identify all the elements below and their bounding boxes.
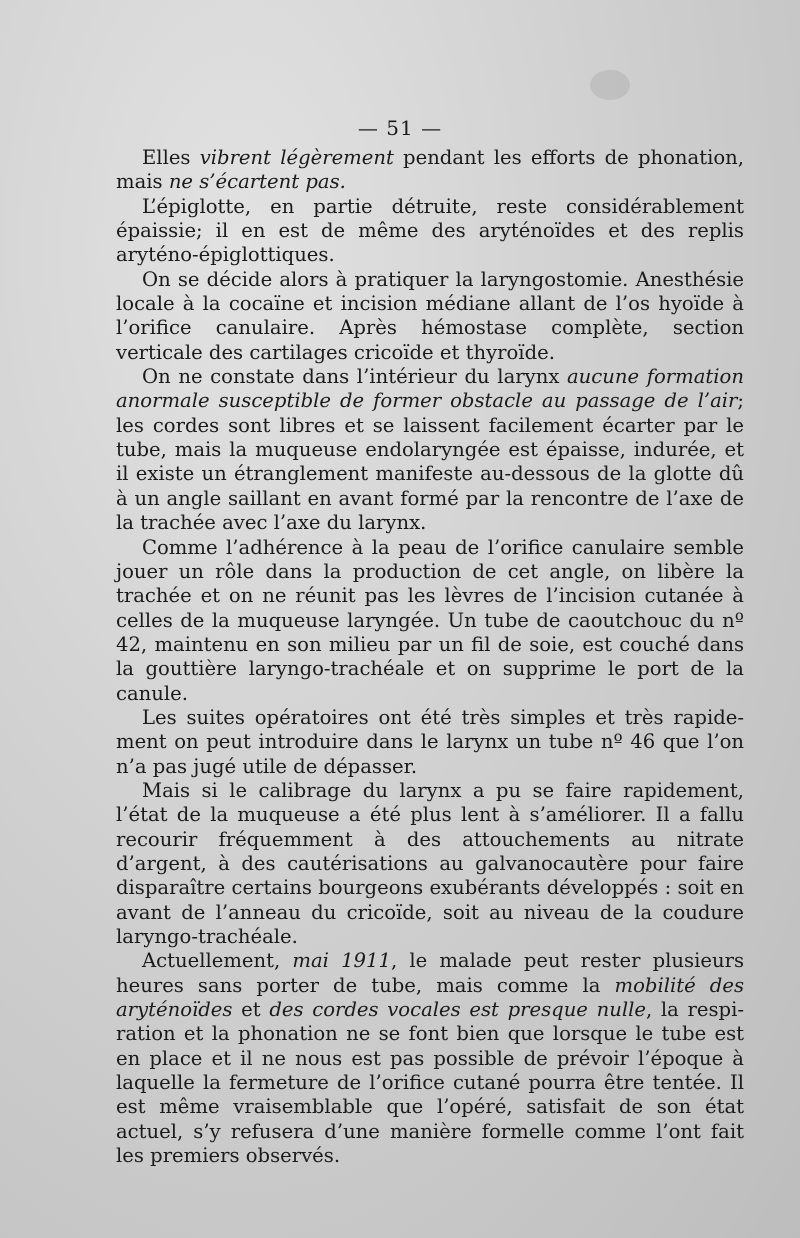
text-run: , le malade peut rester plusieurs heures sans porter de tube, mais comme la	[116, 949, 744, 997]
text-run: Elles	[142, 146, 200, 169]
text-run: , la respiration et la phonation ne se font bien que lorsque le tube est en place et il ne nous est pas possible de prévoir l’époque à laquelle la fermeture de l’orifice cutané pourra être tentée. Il est même vraisemblable que l’opéré, satisfait de son état actuel, s’y refusera d’une manière formelle comme l’ont fait les premiers observés.	[116, 998, 744, 1168]
paragraph	[116, 706, 744, 779]
paragraph	[116, 536, 744, 706]
paragraph	[116, 146, 744, 195]
text-run: Actuellement,	[142, 949, 293, 973]
italic-run: des cordes vocales est presque nulle	[269, 998, 646, 1022]
text-run: On se décide alors à pratiquer la laryngostomie. Anesthésie locale à la cocaïne et incision médiane allant de l’os hyoïde à l’orifice canulaire. Après hémostase complète, section verticale des cartilages cricoïde et thyroïde.	[116, 267, 744, 364]
text-run: L’épiglotte, en partie détruite, reste considérablement épaissie; il en est de même des aryténoïdes et des replis aryténo-épiglottiques.	[116, 194, 744, 267]
paragraph	[116, 779, 744, 949]
paragraph	[116, 365, 744, 535]
paper-stain	[590, 70, 630, 100]
paragraph	[116, 949, 744, 1168]
italic-run: ne s’écartent pas.	[168, 170, 346, 194]
text-run: ; les cordes sont libres et se laissent facilement écarter par le tube, mais la muqueuse endolaryngée est épaisse, indurée, et il existe un étranglement manifeste au-dessous de la glotte dû à un angle saillant en avant formé par la rencontre de l’axe de la trachée avec l’axe du larynx.	[116, 389, 744, 535]
italic-run: aucune formation anormale susceptible de former obstacle au passage de l’air	[116, 365, 744, 413]
paragraph	[116, 195, 744, 268]
italic-run: mobilité des aryténoïdes	[116, 973, 744, 1022]
paragraph	[116, 268, 744, 365]
text-run: On ne constate dans l’intérieur du larynx	[142, 365, 567, 389]
text-run: et	[232, 998, 270, 1022]
text-run: Comme l’adhérence à la peau de l’orifice canulaire semble jouer un rôle dans la production de cet angle, on libère la trachée et on ne réunit pas les lèvres de l’incision cutanée à celles de la muqueuse laryngée. Un tube de caoutchouc du nº 42, maintenu en son milieu par un fil de soie, est couché dans la gouttière laryngo-trachéale et on supprime le port de la canule.	[116, 535, 744, 705]
body-text	[116, 146, 744, 1168]
italic-run: mai 1911	[292, 949, 391, 973]
page-number: — 51 —	[357, 116, 443, 140]
italic-run: vibrent légèrement	[199, 146, 394, 169]
text-run: Mais si le calibrage du larynx a pu se faire rapidement, l’état de la muqueuse a été plus lent à s’améliorer. Il a fallu recourir fréquemment à des attouchements au nitrate d’argent, à des cautérisations au galvanocautère pour faire disparaître certains bourgeons exubérants développés : soit en avant de l’anneau du cricoïde, soit au niveau de la coudure laryngo-trachéale.	[116, 778, 744, 948]
text-run: pendant les efforts de phonation, mais	[116, 146, 745, 194]
text-run: Les suites opératoires ont été très simples et très rapidement on peut introduire dans le larynx un tube nº 46 que l’on n’a pas jugé utile de dépasser.	[116, 705, 744, 778]
